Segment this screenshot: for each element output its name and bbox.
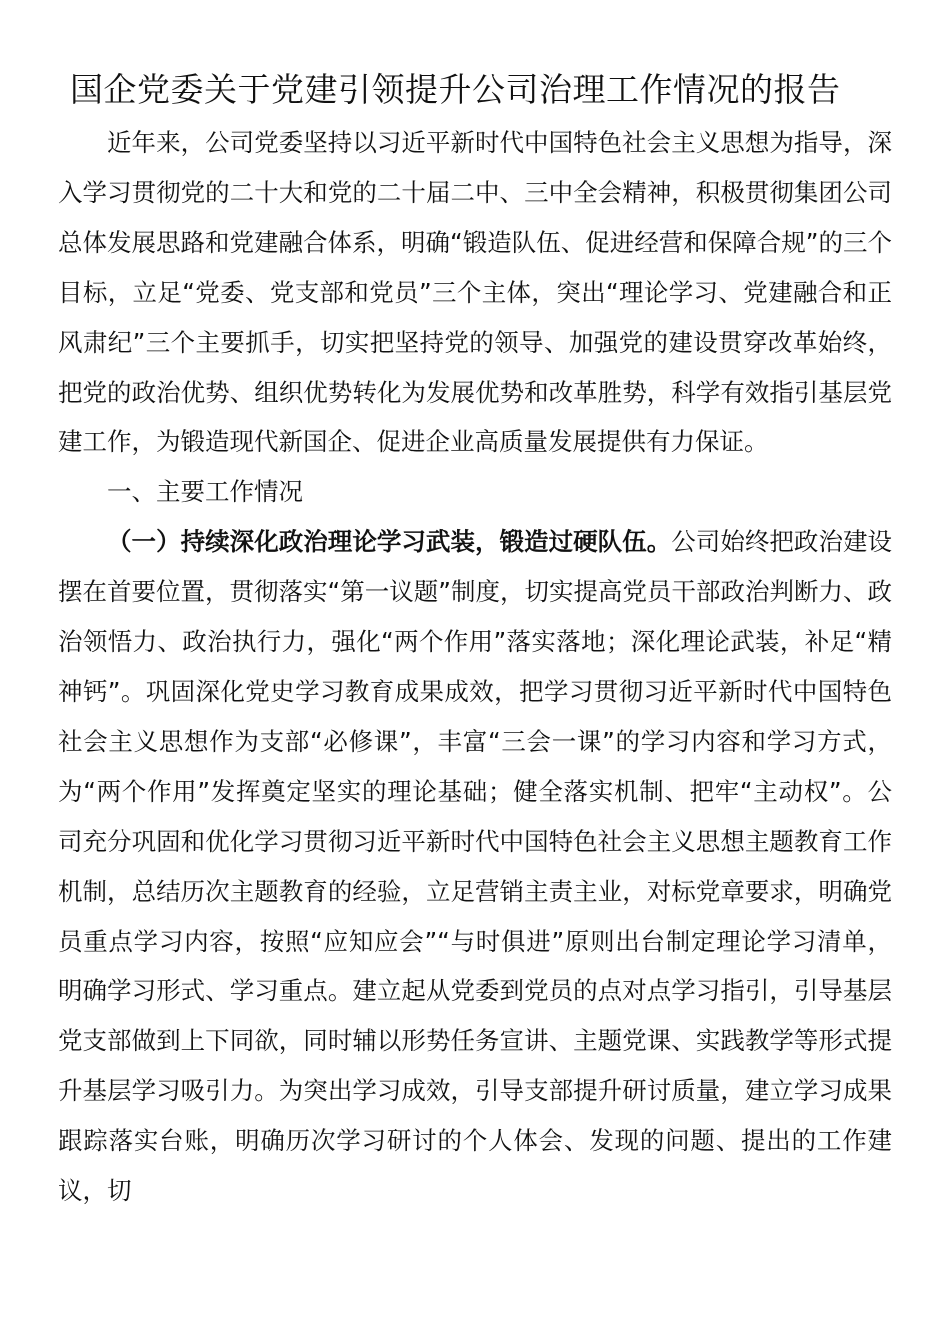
section-heading: 一、主要工作情况 bbox=[107, 477, 303, 507]
subsection-body: 公司始终把政治建设摆在首要位置，贯彻落实“第一议题”制度，切实提高党员干部政治判断力、政治领悟力、政治执行力，强化“两个作用”落实落地；深化理论武装，补足“精神钙”。巩固深化党史学习教育成果成效，把学习贯彻习近平新时代中国特色社会主义思想作为支部“必修课”，丰富“三会一课”的学习内容和学习方式，为“两个作用”发挥奠定坚实的理论基础；健全落实机制、把牢“主动权”。公司充分巩固和优化学习贯彻习近平新时代中国特色社会主义思想主题教育工作机制，总结历次主题教育的经验，立足营销主责主业，对标党章要求，明确党员重点学习内容，按照“应知应会”“与时俱进”原则出台制定理论学习清单，明确学习形式、学习重点。建立起从党委到党员的点对点学习指引，引导基层党支部做到上下同欲，同时辅以形势任务宣讲、主题党课、实践教学等形式提升基层学习吸引力。为突出学习成效，引导支部提升研讨质量，建立学习成果跟踪落实台账，明确历次学习研讨的个人体会、发现的问题、提出的工作建议，切 bbox=[58, 527, 893, 1206]
document-title: 国企党委关于党建引领提升公司治理工作情况的报告 bbox=[70, 70, 841, 109]
intro-paragraph: 近年来，公司党委坚持以习近平新时代中国特色社会主义思想为指导，深入学习贯彻党的二十大和党的二十届二中、三中全会精神，积极贯彻集团公司总体发展思路和党建融合体系，明确“锻造队伍、促进经营和保障合规”的三个目标，立足“党委、党支部和党员”三个主体，突出“理论学习、党建融合和正风肃纪”三个主要抓手，切实把坚持党的领导、加强党的建设贯穿改革始终，把党的政治优势、组织优势转化为发展优势和改革胜势，科学有效指引基层党建工作，为锻造现代新国企、促进企业高质量发展提供有力保证。 bbox=[58, 128, 892, 457]
subsection-lead: （一）持续深化政治理论学习武装，锻造过硬队伍。 bbox=[107, 527, 672, 557]
document-page bbox=[58, 62, 892, 1216]
subsection-paragraph bbox=[58, 517, 892, 1216]
